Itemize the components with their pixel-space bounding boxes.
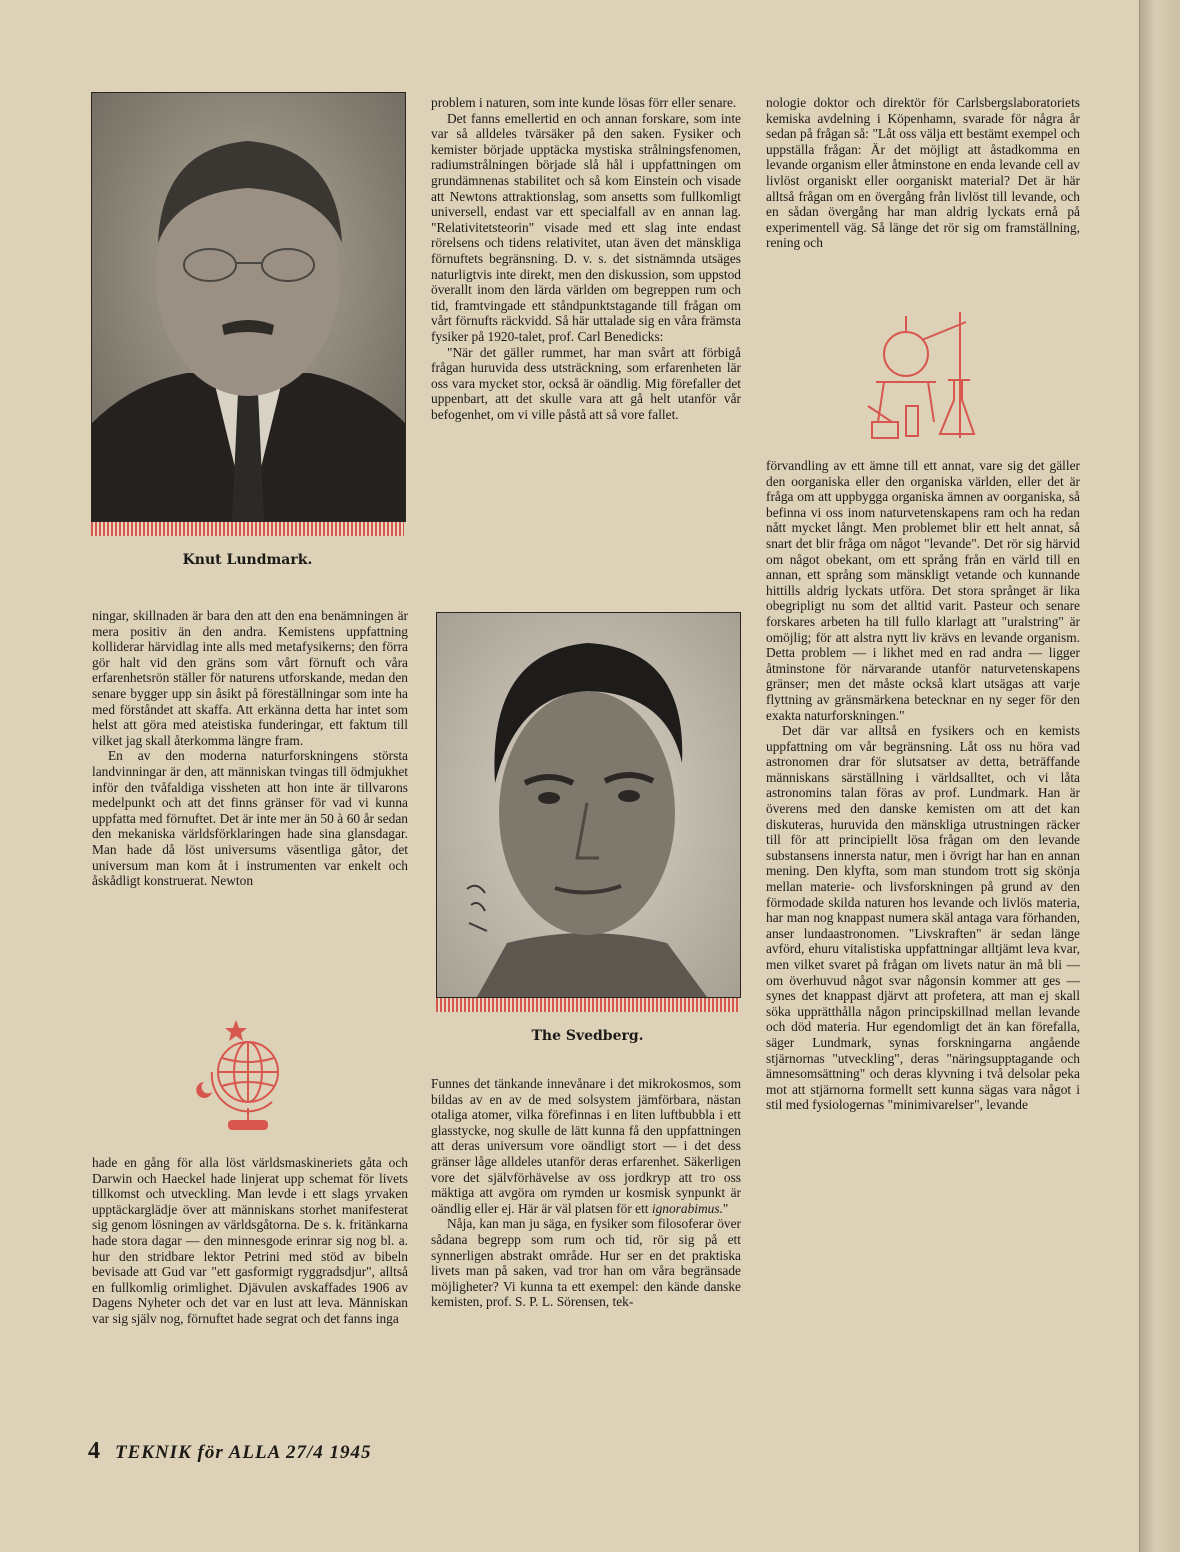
paragraph bbox=[431, 1076, 741, 1216]
globe-icon bbox=[196, 1014, 296, 1138]
paragraph: förvandling av ett ämne till ett annat, vare sig det gäller den oorganiska eller den organiska världen, eller det är fråga om att uppbygga organiska ämnen av oorganiska, så befinna vi oss inom naturvetenskapens ram och ha redan nått mycket långt. Men problemet blir ett helt annat, så snart det blir fråga om något "levande". Det rör sig härvid om något obekant, om ett språng från en värld till en annan, ett språng som mänskligt vetande och kunnande hittills aldrig lyckats utföra. Det stora språnget är lika obegripligt nu som det alltid varit. Pasteur och senare forskares arbeten ha till fullo klarlagt att "uralstring" är omöjlig; för att alstra nytt liv krävs en levande organism. Detta problem — i likhet med en rad andra — ligger åtminstone för närvarande utanför naturvetenskapens gränser; men det måste också klart utsägas att varje flyttning av gränsmärkena betecknar en ny seger för den exakta naturforskningen." bbox=[766, 458, 1080, 723]
column-middle-top bbox=[431, 95, 741, 422]
page-footer bbox=[88, 1438, 372, 1465]
portrait-illustration bbox=[437, 613, 740, 997]
lab-flask-icon bbox=[862, 310, 978, 446]
paragraph: ningar, skillnaden är bara den att den ena benämningen är mera positiv än den andra. Kemistens uppfattning kolliderar härvidlag inte alls med metafysikerns; den förra gör halt vid den gräns som vårt förnuft och våra erfarenhetsrön ställer för naturens utforskande, medan den senare bygger upp sin åsikt på föreställningar som inte ha med förståndet att skaffa. Att erkänna detta har intet som helst att göra med ateistiska funderingar, ett faktum till vilket jag skall återkomma längre fram. bbox=[92, 608, 408, 748]
quote-paragraph: "När det gäller rummet, har man svårt att förbigå frågan huruvida dess utsträckning, som erfarenheten lär oss vara mycket stor, också är oändlig. Mig förefaller det uppenbart, att det skulle vara att gå helt utanför vår befogenhet, om vi ville påstå att så vore fallet. bbox=[431, 344, 741, 422]
paragraph: problem i naturen, som inte kunde lösas förr eller senare. bbox=[431, 95, 737, 110]
column-right-top bbox=[766, 95, 1080, 251]
caption-rule bbox=[436, 998, 739, 1012]
column-right-bottom bbox=[766, 458, 1080, 1113]
closing-quote: " bbox=[722, 1200, 729, 1216]
paragraph: En av den moderna naturforskningens största landvinningar är den, att människan tvingas till ödmjukhet inför den tvåfaldiga vissheten att hon inte är tillvarons medelpunkt och att det finns gränser för vad vi kunna uppfatta med förnuftet. Det är inte mer än 50 à 60 år sedan den mekaniska världsförklaringen hade sina glansdagar. Man hade då löst universums väsentliga gåtor, det universum man kom åt i instrumenten var enkelt och åskådligt konstruerat. Newton bbox=[92, 748, 408, 889]
column-left-top bbox=[92, 608, 408, 889]
portrait-illustration bbox=[92, 93, 405, 521]
paragraph: Det fanns emellertid en och annan forskare, som inte var så alldeles tvärsäker på den saken. Fysiker och kemister började upptäcka mystiska strålningsfenomen, radiumstrålningen började slå hål i uppfattningen om grundämnenas stabilitet och så kom Einstein och visade att Newtons attraktionslag, som ansetts som fullkomligt universell, endast var ett specialfall av en annan lag. "Relativitetsteorin" visade med ett slag inte endast rörelsens och tidens relativitet, utan även det mänskliga förnuftets begränsning. D. v. s. det sistnämnda utsäges naturligtvis inte direkt, men den diskussion, som uppstod överallt inom den lärda världen om begreppen rum och tid, framtvingade ett ståndpunktstagande till frågan om vårt förnufts räckvidd. Så här uttalade sig en våra främsta fysiker på 1920-talet, prof. Carl Benedicks: bbox=[431, 110, 741, 344]
column-middle-bottom bbox=[431, 1076, 741, 1310]
paragraph: nologie doktor och direktör för Carlsbergslaboratoriets kemiska avdelning i Köpenhamn, svarade för några år sedan på frågan så: "Låt oss välja ett bestämt exempel och uppställa frågan: Är det möjligt att åstadkomma en levande organism eller åtminstone en enda levande cell av livlöst organiskt eller oorganiskt material? Det är här alltså frågan om en övergång från livlöst till levande, och en sådan övergång har man aldrig lyckats ernå på experimentell väg. Så länge det rör sig om framställning, rening och bbox=[766, 95, 1080, 251]
page-number: 4 bbox=[88, 1438, 101, 1464]
portrait-the-svedberg bbox=[436, 612, 741, 998]
paragraph: Nåja, kan man ju säga, en fysiker som filosoferar över sådana begrepp som rum och tid, rör sig på ett synnerligen abstrakt område. Hur ser en det praktiska livets man på saken, vad tror han om våra begränsade möjligheter? Vi kunna ta ett exempel: den kände danske kemisten, prof. S. P. L. Sörensen, tek- bbox=[431, 1216, 741, 1310]
photo-caption: Knut Lundmark. bbox=[182, 552, 313, 568]
paragraph: Det där var alltså en fysikers och en kemists uppfattning om vår begränsning. Låt oss nu höra vad astronomen drar för slutsatser av detta, beträffande människans särställning i världsalltet, och vi låta astronomins talan föras av prof. Lundmark. Han är överens med den danske kemisten om att det kan diskuteras, huruvida den mänskliga utrustningen räcker till för att principiellt lösa frågan om den levande substansens innersta natur, men i övrigt har han en annan mening. Den klyfta, som man stundom trott sig skönja mellan materie- och livsforskningen på grund av den förmodade skilda naturen hos levande och livlös materia, har man nog knappast numera skäl antaga vara förhanden, anser lundaastronomen. "Livskraften" är sedan länge avförd, ehuru vitalistiska uppfattningar alltjämt leva kvar, men vilket svaret på frågan om livets natur än må bli — om överhuvud något svar någonsin kommer att ges — synes det knappast djärvt att profetera, att man ej skall söka upprätthålla någon principskillnad mellan levande och död materia. Hur egendomligt det än kan förefalla, säger Lundmark, synas forskningarna angående stjärnornas "utveckling", deras "näringsupptagande och ämnesomsättning" och deras klyvning i två delsolar peka mot att stjärnorna formellt sett kunna sägas vara något i stil med fysiologernas "minimivarelser", levande bbox=[766, 723, 1080, 1113]
next-page-edge bbox=[1139, 0, 1180, 1552]
magazine-title: TEKNIK för ALLA 27/4 1945 bbox=[115, 1442, 372, 1463]
photo-caption: The Svedberg. bbox=[531, 1028, 644, 1044]
paragraph: hade en gång för alla löst världsmaskineriets gåta och Darwin och Haeckel hade linjerat upp schemat för livets tillkomst och utveckling. Man levde i ett slags yrvaken upptäckarglädje över att människans storhet manifesterat sig genom lösningen av världsgåtorna. De s. k. fritänkarna hade stora dagar — den minnesgode erinrar sig nog bl. a. hur den stridbare lektor Petrini med stöd av bibeln bevisade att Gud var "ett gasformigt ryggradsdjur", alltså en fullkomlig orimlighet. Djävulen avskaffades 1906 av Dagens Nyheter och det var en lust att leva. Människan var sig själv nog, förnuftet hade segrat och det fanns inga bbox=[92, 1155, 408, 1326]
globe-illustration bbox=[196, 1014, 296, 1138]
portrait-knut-lundmark bbox=[91, 92, 406, 522]
paragraph-text: Funnes det tänkande innevånare i det mikrokosmos, som bildas av en av de med solsystem jämförbara, nästan otaliga atomer, vilka förefinnas i en liten luftbubbla i ett glasstycke, nog skulle de lätt kunna få den uppfattningen att deras universum vore oändligt stort — i det dess gränser låge alldeles utanför deras erfarenhet. Säkerligen vore det självförhävelse av oss jordkryp att tro oss mäktiga att avgöra om rymden ur kosmisk synpunkt är oändlig eller ej. Här är väl platsen för ett bbox=[431, 1076, 741, 1216]
latin-term: ignorabimus. bbox=[651, 1200, 723, 1216]
chemistry-illustration bbox=[862, 310, 978, 446]
caption-rule bbox=[91, 522, 404, 536]
column-left-bottom bbox=[92, 1155, 408, 1327]
